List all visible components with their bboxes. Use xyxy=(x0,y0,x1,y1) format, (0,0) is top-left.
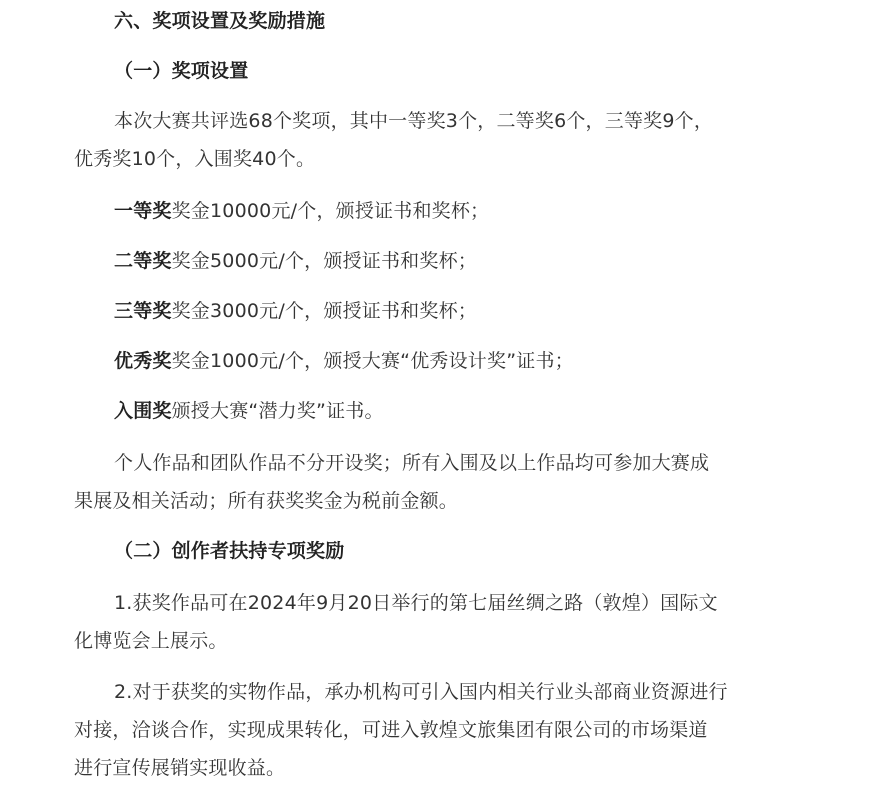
awards-intro-line-2: 优秀奖10个，入围奖40个。 xyxy=(74,148,316,170)
awards-intro-line-1: 本次大赛共评选68个奖项，其中一等奖3个，二等奖6个，三等奖9个， xyxy=(114,110,714,132)
support-item-1-line-1: 1.获奖作品可在2024年9月20日举行的第七届丝绸之路（敦煌）国际文 xyxy=(114,592,718,614)
award-second-prize xyxy=(114,248,477,274)
awards-note-line-1: 个人作品和团队作品不分开设奖；所有入围及以上作品均可参加大赛成 xyxy=(114,452,710,474)
support-item-1-line-2: 化博览会上展示。 xyxy=(74,630,228,652)
award-finalist-prize xyxy=(114,398,384,424)
subsection-heading-support: （二）创作者扶持专项奖励 xyxy=(114,540,345,562)
section-heading: 六、奖项设置及奖励措施 xyxy=(114,10,326,32)
award-excellence-prize xyxy=(114,348,574,374)
award-name: 一等奖 xyxy=(114,200,172,222)
award-name: 优秀奖 xyxy=(114,350,172,372)
award-name: 入围奖 xyxy=(114,400,172,422)
subsection-heading-awards: （一）奖项设置 xyxy=(114,60,249,82)
award-first-prize xyxy=(114,198,489,224)
award-name: 三等奖 xyxy=(114,300,172,322)
support-item-2-line-2: 对接，洽谈合作，实现成果转化，可进入敦煌文旅集团有限公司的市场渠道 xyxy=(74,719,708,741)
award-desc: 奖金1000元/个，颁授大赛“优秀设计奖”证书； xyxy=(171,350,574,372)
award-desc: 奖金3000元/个，颁授证书和奖杯； xyxy=(171,300,477,322)
award-third-prize xyxy=(114,298,477,324)
support-item-2-line-3: 进行宣传展销实现收益。 xyxy=(74,757,286,779)
award-desc: 奖金5000元/个，颁授证书和奖杯； xyxy=(171,250,477,272)
awards-note-line-2: 果展及相关活动；所有获奖奖金为税前金额。 xyxy=(74,490,459,512)
award-desc: 奖金10000元/个，颁授证书和奖杯； xyxy=(171,200,490,222)
award-name: 二等奖 xyxy=(114,250,172,272)
award-desc: 颁授大赛“潜力奖”证书。 xyxy=(171,400,384,422)
support-item-2-line-1: 2.对于获奖的实物作品，承办机构可引入国内相关行业头部商业资源进行 xyxy=(114,681,728,703)
